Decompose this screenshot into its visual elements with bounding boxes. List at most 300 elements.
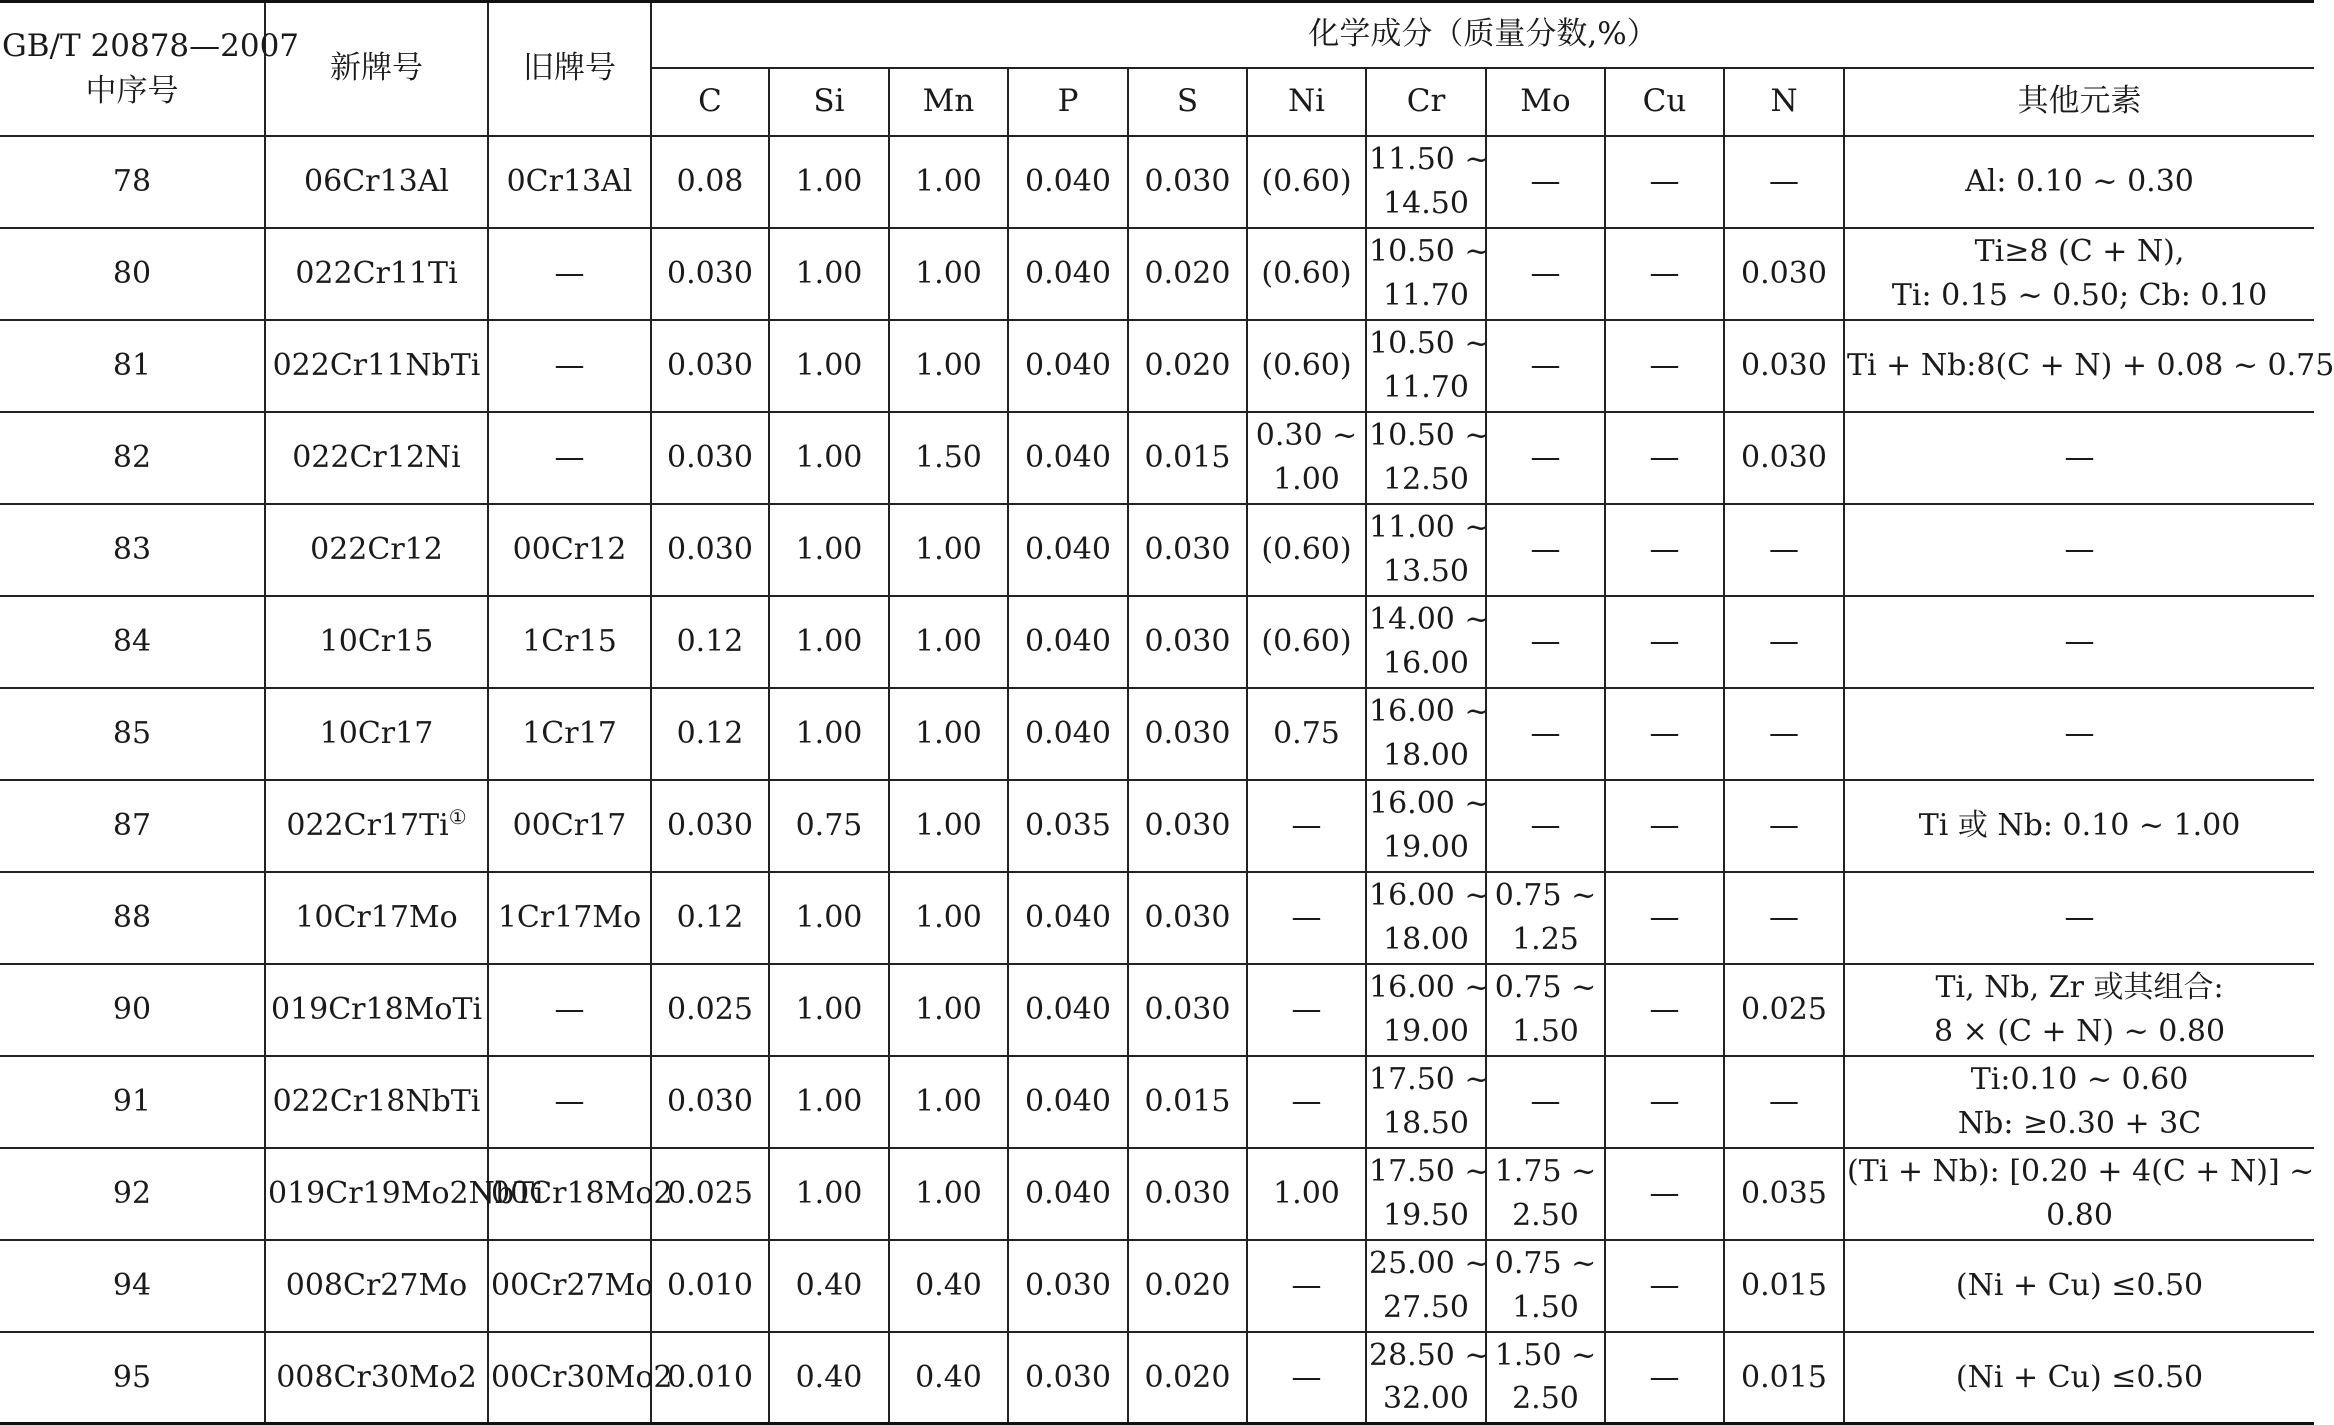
ni-value-line: — xyxy=(1291,1267,1322,1303)
ni-value-line: — xyxy=(1291,899,1322,935)
cr-value-line: 17.50 ~ xyxy=(1369,1062,1490,1097)
cell-s: 0.030 xyxy=(1128,780,1247,872)
cell-s: 0.020 xyxy=(1128,228,1247,320)
mo-value-line: — xyxy=(1530,807,1561,843)
cell-seq: 91 xyxy=(0,1056,265,1148)
new-grade-text: 022Cr12 xyxy=(310,531,443,567)
cr-value-line: 14.00 ~ xyxy=(1369,602,1490,637)
cell-c: 0.030 xyxy=(651,780,769,872)
cell-old: — xyxy=(488,320,651,412)
cell-other xyxy=(1844,320,2334,412)
cell-new-grade xyxy=(265,228,488,320)
footnote-marker: ① xyxy=(448,804,467,829)
cell-n: — xyxy=(1724,136,1844,228)
ni-value-line: (0.60) xyxy=(1261,163,1352,199)
cell-mn: 0.40 xyxy=(889,1332,1008,1424)
cell-ni xyxy=(1247,136,1366,228)
mo-value-line: 1.50 ~ xyxy=(1494,1337,1597,1373)
table-row xyxy=(0,964,2314,1056)
cell-other xyxy=(1844,412,2314,504)
cell-mo xyxy=(1486,504,1605,596)
other-elements-line: 0.80 xyxy=(2046,1197,2113,1233)
cell-s: 0.030 xyxy=(1128,136,1247,228)
cell-mo xyxy=(1486,320,1605,412)
cell-si: 1.00 xyxy=(769,504,889,596)
cell-n: 0.030 xyxy=(1724,228,1844,320)
cell-mn: 1.00 xyxy=(889,504,1008,596)
cell-cr xyxy=(1366,1056,1490,1148)
new-grade-text: 008Cr27Mo xyxy=(285,1267,468,1303)
cell-old: 0Cr13Al xyxy=(488,136,651,228)
cell-mn: 1.50 xyxy=(889,412,1008,504)
cr-value-line: 12.50 xyxy=(1383,461,1469,497)
cell-p: 0.040 xyxy=(1008,964,1128,1056)
other-elements-line: Al: 0.10 ~ 0.30 xyxy=(1965,163,2194,199)
cell-c: 0.12 xyxy=(651,872,769,964)
cell-cu: — xyxy=(1605,688,1724,780)
cell-cu: — xyxy=(1605,228,1724,320)
cell-other xyxy=(1844,136,2314,228)
cell-mn: 1.00 xyxy=(889,1056,1008,1148)
table-row xyxy=(0,1056,2314,1148)
cell-seq: 82 xyxy=(0,412,265,504)
cell-old: — xyxy=(488,964,651,1056)
cr-value-line: 19.00 xyxy=(1383,1013,1469,1049)
cell-mo xyxy=(1486,1240,1605,1332)
cell-n: — xyxy=(1724,872,1844,964)
table-row xyxy=(0,688,2314,780)
cell-other xyxy=(1844,1240,2314,1332)
ni-value-line: (0.60) xyxy=(1261,623,1352,659)
cell-p: 0.040 xyxy=(1008,1148,1128,1240)
cell-si: 1.00 xyxy=(769,964,889,1056)
new-grade-text: 008Cr30Mo2 xyxy=(276,1359,477,1395)
cell-new-grade xyxy=(265,872,488,964)
mo-value-line: — xyxy=(1530,255,1561,291)
mo-value-line: — xyxy=(1530,347,1561,383)
cell-new-grade xyxy=(265,136,488,228)
cr-value-line: 18.00 xyxy=(1383,737,1469,773)
header-element: Cu xyxy=(1605,68,1724,136)
cell-seq: 90 xyxy=(0,964,265,1056)
other-elements-line: Ti≥8 (C + N), xyxy=(1974,234,2185,269)
new-grade-text: 10Cr17Mo xyxy=(295,899,458,935)
cr-value-line: 10.50 ~ xyxy=(1369,326,1490,361)
mo-value-line: 1.75 ~ xyxy=(1494,1154,1597,1189)
other-elements-line: 8 × (C + N) ~ 0.80 xyxy=(1933,1013,2226,1049)
cell-new-grade xyxy=(265,1332,488,1424)
cell-mo xyxy=(1486,872,1605,964)
cell-cu: — xyxy=(1605,1056,1724,1148)
cell-old: — xyxy=(488,228,651,320)
cell-other xyxy=(1844,688,2314,780)
cell-cr xyxy=(1366,412,1490,504)
cr-value-line: 25.00 ~ xyxy=(1369,1246,1490,1281)
mo-value-line: — xyxy=(1530,163,1561,199)
other-elements-line: Ti: 0.15 ~ 0.50; Cb: 0.10 xyxy=(1891,277,2268,313)
cell-si: 0.40 xyxy=(769,1240,889,1332)
mo-value-line: 1.25 xyxy=(1512,921,1579,957)
cell-new-grade xyxy=(265,1240,488,1332)
ni-value-line: (0.60) xyxy=(1261,255,1352,291)
cell-new-grade xyxy=(265,320,488,412)
header-element: Mn xyxy=(889,68,1008,136)
cr-value-line: 16.00 xyxy=(1383,645,1469,681)
mo-value-line: — xyxy=(1530,715,1561,751)
header-element: 其他元素 xyxy=(1844,68,2314,136)
cr-value-line: 18.00 xyxy=(1383,921,1469,957)
other-elements-line: — xyxy=(2064,623,2095,659)
other-elements-line: (Ti + Nb): [0.20 + 4(C + N)] ~ xyxy=(1847,1154,2315,1189)
other-elements-line: — xyxy=(2064,715,2095,751)
cell-n: 0.015 xyxy=(1724,1332,1844,1424)
cell-other xyxy=(1844,780,2314,872)
cell-cr xyxy=(1366,872,1490,964)
mo-value-line: 2.50 xyxy=(1512,1197,1579,1233)
new-grade-text: 022Cr12Ni xyxy=(292,439,461,475)
cr-value-line: 11.70 xyxy=(1383,277,1469,313)
cell-old: 00Cr27Mo xyxy=(488,1240,651,1332)
header-seq-line: 中序号 xyxy=(85,72,179,109)
cell-new-grade xyxy=(265,780,488,872)
cell-si: 1.00 xyxy=(769,320,889,412)
cell-new-grade xyxy=(265,688,488,780)
mo-value-line: 1.50 xyxy=(1512,1013,1579,1049)
cell-cu: — xyxy=(1605,504,1724,596)
cell-c: 0.010 xyxy=(651,1240,769,1332)
cell-c: 0.030 xyxy=(651,504,769,596)
cell-mo xyxy=(1486,136,1605,228)
cell-seq: 78 xyxy=(0,136,265,228)
cell-s: 0.030 xyxy=(1128,964,1247,1056)
cell-mn: 1.00 xyxy=(889,320,1008,412)
cell-mn: 1.00 xyxy=(889,136,1008,228)
table-row xyxy=(0,412,2314,504)
cell-si: 1.00 xyxy=(769,228,889,320)
cell-c: 0.025 xyxy=(651,964,769,1056)
cr-value-line: 16.00 ~ xyxy=(1369,786,1490,821)
cell-seq: 87 xyxy=(0,780,265,872)
cell-cu: — xyxy=(1605,596,1724,688)
cell-old: 1Cr15 xyxy=(488,596,651,688)
ni-value-line: — xyxy=(1291,1083,1322,1119)
cell-cr xyxy=(1366,1240,1490,1332)
cell-other xyxy=(1844,1148,2314,1240)
cell-si: 1.00 xyxy=(769,1148,889,1240)
cell-old: 00Cr12 xyxy=(488,504,651,596)
cell-new-grade xyxy=(265,412,488,504)
cell-si: 1.00 xyxy=(769,412,889,504)
cell-cu: — xyxy=(1605,412,1724,504)
cell-mo xyxy=(1486,964,1605,1056)
cell-seq: 83 xyxy=(0,504,265,596)
cell-mn: 0.40 xyxy=(889,1240,1008,1332)
cell-seq: 94 xyxy=(0,1240,265,1332)
cell-ni xyxy=(1247,688,1366,780)
cell-si: 1.00 xyxy=(769,596,889,688)
new-grade-text: 019Cr19Mo2NbTi xyxy=(268,1175,544,1211)
new-grade-text: 022Cr11NbTi xyxy=(272,347,481,383)
cr-value-line: 27.50 xyxy=(1383,1289,1469,1325)
new-grade-text: 019Cr18MoTi xyxy=(270,991,483,1027)
cell-ni xyxy=(1247,1332,1366,1424)
cell-n: — xyxy=(1724,688,1844,780)
cell-s: 0.015 xyxy=(1128,1056,1247,1148)
cell-mo xyxy=(1486,1332,1605,1424)
ni-value-line: (0.60) xyxy=(1261,347,1352,383)
cr-value-line: 11.00 ~ xyxy=(1369,510,1490,545)
cell-other xyxy=(1844,1056,2314,1148)
table-row xyxy=(0,780,2314,872)
cell-n: — xyxy=(1724,596,1844,688)
cell-c: 0.12 xyxy=(651,688,769,780)
table-row xyxy=(0,1148,2314,1240)
cell-p: 0.040 xyxy=(1008,872,1128,964)
cell-ni xyxy=(1247,1148,1366,1240)
new-grade-text: 06Cr13Al xyxy=(304,163,449,199)
cell-c: 0.08 xyxy=(651,136,769,228)
header-element: Cr xyxy=(1366,68,1486,136)
cell-old: 00Cr17 xyxy=(488,780,651,872)
cell-ni xyxy=(1247,964,1366,1056)
cell-c: 0.030 xyxy=(651,320,769,412)
cr-value-line: 18.50 xyxy=(1383,1105,1469,1141)
cr-value-line: 13.50 xyxy=(1383,553,1469,589)
other-elements-line: Nb: ≥0.30 + 3C xyxy=(1957,1105,2202,1141)
cr-value-line: 19.50 xyxy=(1383,1197,1469,1233)
cell-p: 0.040 xyxy=(1008,1056,1128,1148)
header-element: Si xyxy=(769,68,889,136)
other-elements-line: — xyxy=(2064,439,2095,475)
cell-n: 0.030 xyxy=(1724,412,1844,504)
cell-cr xyxy=(1366,320,1490,412)
cell-old: 00Cr18Mo2 xyxy=(488,1148,651,1240)
cell-seq: 88 xyxy=(0,872,265,964)
cell-cr xyxy=(1366,1148,1490,1240)
cell-cu: — xyxy=(1605,780,1724,872)
cell-s: 0.030 xyxy=(1128,596,1247,688)
cell-ni xyxy=(1247,596,1366,688)
cell-s: 0.020 xyxy=(1128,1240,1247,1332)
cr-value-line: 19.00 xyxy=(1383,829,1469,865)
cell-s: 0.030 xyxy=(1128,1148,1247,1240)
cell-p: 0.040 xyxy=(1008,688,1128,780)
cell-ni xyxy=(1247,320,1366,412)
cell-c: 0.030 xyxy=(651,228,769,320)
cr-value-line: 17.50 ~ xyxy=(1369,1154,1490,1189)
cell-seq: 85 xyxy=(0,688,265,780)
cr-value-line: 16.00 ~ xyxy=(1369,878,1490,913)
cell-n: — xyxy=(1724,504,1844,596)
cell-s: 0.030 xyxy=(1128,688,1247,780)
ni-value-line: 1.00 xyxy=(1273,461,1340,497)
cell-mn: 1.00 xyxy=(889,596,1008,688)
table-row xyxy=(0,872,2314,964)
cell-seq: 92 xyxy=(0,1148,265,1240)
cell-old: 00Cr30Mo2 xyxy=(488,1332,651,1424)
cell-p: 0.030 xyxy=(1008,1240,1128,1332)
cell-mo xyxy=(1486,596,1605,688)
header-element: Ni xyxy=(1247,68,1366,136)
header-element: Mo xyxy=(1486,68,1605,136)
cell-s: 0.020 xyxy=(1128,320,1247,412)
mo-value-line: 2.50 xyxy=(1512,1381,1579,1417)
cell-old: 1Cr17 xyxy=(488,688,651,780)
cell-n: — xyxy=(1724,1056,1844,1148)
cell-mo xyxy=(1486,412,1605,504)
cell-mn: 1.00 xyxy=(889,872,1008,964)
header-element: P xyxy=(1008,68,1128,136)
cell-cu: — xyxy=(1605,1240,1724,1332)
cell-ni xyxy=(1247,504,1366,596)
header-old-grade: 旧牌号 xyxy=(488,2,651,136)
header-element: C xyxy=(651,68,769,136)
cell-ni xyxy=(1247,1240,1366,1332)
cell-old: 1Cr17Mo xyxy=(488,872,651,964)
ni-value-line: 0.75 xyxy=(1273,715,1340,751)
other-elements-line: Ti, Nb, Zr 或其组合: xyxy=(1935,970,2224,1005)
cell-new-grade xyxy=(265,1148,544,1240)
cell-p: 0.035 xyxy=(1008,780,1128,872)
mo-value-line: — xyxy=(1530,531,1561,567)
cell-new-grade xyxy=(265,596,488,688)
cell-mn: 1.00 xyxy=(889,780,1008,872)
other-elements-line: — xyxy=(2064,899,2095,935)
cell-mn: 1.00 xyxy=(889,1148,1008,1240)
header-element: N xyxy=(1724,68,1844,136)
cell-old: — xyxy=(488,1056,651,1148)
new-grade-text: 022Cr18NbTi xyxy=(272,1083,481,1119)
new-grade-text: 022Cr11Ti xyxy=(295,255,458,291)
cr-value-line: 11.70 xyxy=(1383,369,1469,405)
mo-value-line: 0.75 ~ xyxy=(1494,878,1597,913)
table-body xyxy=(0,136,2334,1424)
cell-n: 0.015 xyxy=(1724,1240,1844,1332)
header-group-title: 化学成分（质量分数,%） xyxy=(651,2,2314,68)
ni-value-line: — xyxy=(1291,1359,1322,1395)
cell-mo xyxy=(1486,780,1605,872)
cell-ni xyxy=(1247,780,1366,872)
cell-ni xyxy=(1247,872,1366,964)
cr-value-line: 10.50 ~ xyxy=(1369,418,1490,453)
cell-cu: — xyxy=(1605,1332,1724,1424)
table-row xyxy=(0,596,2314,688)
other-elements-line: (Ni + Cu) ≤0.50 xyxy=(1955,1359,2204,1395)
cell-new-grade xyxy=(265,504,488,596)
cell-mo xyxy=(1486,1148,1605,1240)
cell-si: 1.00 xyxy=(769,1056,889,1148)
header-seq-line: GB/T 20878—2007 xyxy=(2,27,300,64)
cell-cr xyxy=(1366,1332,1490,1424)
cell-seq: 95 xyxy=(0,1332,265,1424)
other-elements-line: Ti:0.10 ~ 0.60 xyxy=(1970,1062,2189,1097)
cr-value-line: 16.00 ~ xyxy=(1369,970,1490,1005)
table-row xyxy=(0,504,2314,596)
cell-other xyxy=(1844,1332,2314,1424)
table-row xyxy=(0,1240,2314,1332)
table-row xyxy=(0,320,2314,412)
cell-mo xyxy=(1486,688,1605,780)
cell-cr xyxy=(1366,504,1490,596)
ni-value-line: 1.00 xyxy=(1273,1175,1340,1211)
new-grade-text: 10Cr15 xyxy=(319,623,434,659)
mo-value-line: 1.50 xyxy=(1512,1289,1579,1325)
cell-p: 0.040 xyxy=(1008,320,1128,412)
cell-n: 0.035 xyxy=(1724,1148,1844,1240)
cell-si: 0.40 xyxy=(769,1332,889,1424)
cr-value-line: 32.00 xyxy=(1383,1381,1469,1417)
table-header xyxy=(0,2,2314,136)
cr-value-line: 28.50 ~ xyxy=(1369,1337,1490,1373)
cell-cr xyxy=(1366,780,1490,872)
cell-cu: — xyxy=(1605,1148,1724,1240)
cell-mn: 1.00 xyxy=(889,688,1008,780)
cell-si: 1.00 xyxy=(769,136,889,228)
cell-ni xyxy=(1247,1056,1366,1148)
cr-value-line: 14.50 xyxy=(1383,185,1469,221)
mo-value-line: 0.75 ~ xyxy=(1494,1246,1597,1281)
cell-cr xyxy=(1366,688,1490,780)
cell-c: 0.030 xyxy=(651,412,769,504)
cell-s: 0.030 xyxy=(1128,504,1247,596)
cell-old: — xyxy=(488,412,651,504)
cell-si: 0.75 xyxy=(769,780,889,872)
cell-ni xyxy=(1247,412,1366,504)
cell-new-grade xyxy=(265,964,488,1056)
cell-p: 0.040 xyxy=(1008,136,1128,228)
mo-value-line: — xyxy=(1530,1083,1561,1119)
cell-p: 0.040 xyxy=(1008,412,1128,504)
cell-c: 0.025 xyxy=(651,1148,769,1240)
cell-si: 1.00 xyxy=(769,872,889,964)
cell-p: 0.040 xyxy=(1008,596,1128,688)
header-element: S xyxy=(1128,68,1247,136)
cr-value-line: 16.00 ~ xyxy=(1369,694,1490,729)
cell-seq: 84 xyxy=(0,596,265,688)
table-row xyxy=(0,228,2314,320)
cell-n: — xyxy=(1724,780,1844,872)
cell-cr xyxy=(1366,228,1490,320)
cell-cu: — xyxy=(1605,320,1724,412)
other-elements-line: Ti 或 Nb: 0.10 ~ 1.00 xyxy=(1918,807,2241,843)
cell-p: 0.040 xyxy=(1008,228,1128,320)
cell-cr xyxy=(1366,596,1490,688)
other-elements-line: — xyxy=(2064,531,2095,567)
ni-value-line: 0.30 ~ xyxy=(1255,418,1358,453)
cell-c: 0.12 xyxy=(651,596,769,688)
cell-s: 0.020 xyxy=(1128,1332,1247,1424)
cell-c: 0.030 xyxy=(651,1056,769,1148)
cell-s: 0.030 xyxy=(1128,872,1247,964)
cell-mn: 1.00 xyxy=(889,964,1008,1056)
cell-cu: — xyxy=(1605,964,1724,1056)
cell-ni xyxy=(1247,228,1366,320)
cell-si: 1.00 xyxy=(769,688,889,780)
cell-s: 0.015 xyxy=(1128,412,1247,504)
other-elements-line: Ti + Nb:8(C + N) + 0.08 ~ 0.75 xyxy=(1847,347,2334,383)
ni-value-line: — xyxy=(1291,807,1322,843)
cr-value-line: 11.50 ~ xyxy=(1369,142,1490,177)
new-grade-text: 10Cr17 xyxy=(319,715,434,751)
cell-mn: 1.00 xyxy=(889,228,1008,320)
cell-cr xyxy=(1366,136,1490,228)
ni-value-line: — xyxy=(1291,991,1322,1027)
other-elements-line: (Ni + Cu) ≤0.50 xyxy=(1955,1267,2204,1303)
mo-value-line: — xyxy=(1530,439,1561,475)
cell-p: 0.030 xyxy=(1008,1332,1128,1424)
mo-value-line: — xyxy=(1530,623,1561,659)
cell-seq: 80 xyxy=(0,228,265,320)
